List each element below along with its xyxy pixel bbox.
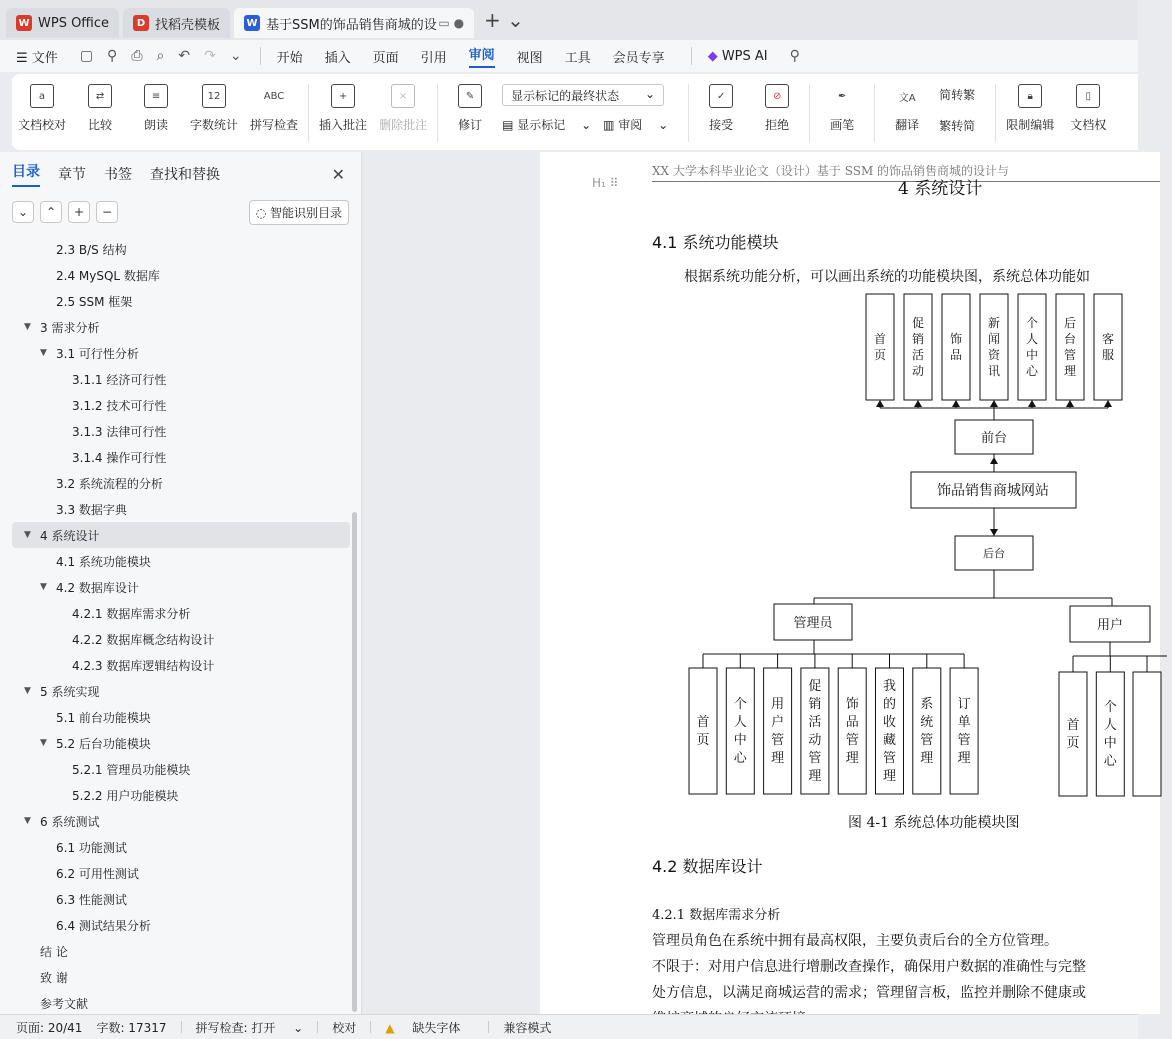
front-module-box (866, 294, 894, 400)
front-module-label: 个人中心 (1025, 316, 1039, 378)
read-aloud-button[interactable] (134, 84, 178, 133)
toc-item[interactable] (0, 860, 350, 886)
user-box-label: 用户 (1096, 618, 1124, 633)
revise-label: 修订 (458, 118, 483, 132)
toc-item[interactable] (0, 886, 350, 912)
collapse-up-button[interactable]: ⌃ (40, 201, 62, 223)
wps-logo-icon: W (16, 15, 32, 31)
compare-icon: ⇄ (88, 84, 112, 108)
front-module-label: 饰品 (949, 332, 963, 362)
redo-icon[interactable]: ↷ (204, 48, 216, 64)
arrow-head (952, 400, 960, 407)
figure-caption: 图 4-1 系统总体功能模块图 (848, 815, 1020, 831)
revise-button[interactable] (448, 84, 492, 133)
print-icon[interactable]: ⎙ (131, 48, 143, 64)
toc-item[interactable] (0, 938, 350, 964)
add-level-button[interactable]: + (68, 201, 90, 223)
toc-item-label: 5.2.1 管理员功能模块 (72, 762, 191, 777)
collapse-arrow-icon[interactable]: ▼ (40, 582, 47, 592)
collapse-arrow-icon[interactable]: ▼ (24, 322, 31, 332)
toc-item-label: 4 系统设计 (40, 528, 100, 543)
arrow-head (990, 400, 998, 407)
admin-module-label: 我的收藏管理 (882, 679, 897, 784)
toc-item-label: 3.1.2 技术可行性 (72, 398, 167, 413)
ribbon-separator (874, 84, 875, 142)
status-separator (181, 1021, 182, 1033)
markup-state-value: 显示标记的最终状态 (511, 89, 620, 103)
front-module-box (980, 294, 1008, 400)
toc-item[interactable] (0, 366, 350, 392)
menu-home[interactable]: 开始 (276, 50, 303, 66)
admin-module-box (689, 668, 717, 794)
heading-handle-icon[interactable]: H₁ ⠿ (592, 176, 619, 190)
toc-item[interactable] (0, 288, 350, 314)
proofread-icon: a (30, 84, 54, 108)
tab-label: 找稻壳模板 (155, 17, 221, 33)
toc-item-label: 6.3 性能测试 (56, 892, 127, 907)
status-bar (0, 1014, 1138, 1039)
heading-1: 4 系统设计 (898, 179, 983, 199)
toc-item-label: 5.2.2 用户功能模块 (72, 788, 179, 803)
ribbon-separator (688, 84, 689, 142)
ribbon-separator (308, 84, 309, 142)
menu-page[interactable]: 页面 (372, 50, 399, 66)
toc-item[interactable] (0, 444, 350, 470)
save-icon[interactable]: ▢ (79, 48, 94, 64)
tab-bookmarks[interactable]: 书签 (104, 167, 132, 183)
compare-button[interactable] (78, 84, 122, 133)
toc-controls (0, 196, 361, 228)
word-count-label: 字数统计 (190, 118, 239, 132)
toc-item-label: 2.5 SSM 框架 (56, 294, 133, 309)
admin-module-box (726, 668, 754, 794)
tab-wps-office[interactable] (6, 8, 119, 38)
pen-label: 画笔 (830, 118, 855, 132)
module-diagram (652, 282, 1172, 832)
toc-item-label: 3.1.3 法律可行性 (72, 424, 167, 439)
toc-item[interactable] (12, 522, 350, 548)
read-aloud-icon: ≡ (144, 84, 168, 108)
chevron-down-icon: ⌄ (645, 87, 656, 101)
more-icon[interactable]: ⌄ (229, 48, 242, 64)
missing-font-label: 缺失字体 (412, 1020, 461, 1035)
menu-insert[interactable]: 插入 (324, 50, 351, 66)
pen-icon: ✒ (837, 90, 847, 102)
heading-2-modules: 4.1 系统功能模块 (652, 233, 779, 252)
ribbon-separator (995, 84, 996, 142)
collapse-arrow-icon[interactable]: ▼ (24, 686, 31, 696)
toc-item-label: 5.2 后台功能模块 (56, 736, 151, 751)
to-simplified-label: 繁转简 (939, 119, 976, 133)
toc-item-label: 4.2.2 数据库概念结构设计 (72, 632, 215, 647)
translate-label: 翻译 (895, 118, 920, 132)
menu-view[interactable]: 视图 (516, 50, 543, 66)
word-logo-icon: W (244, 15, 260, 31)
show-markup-label: 显示标记 (517, 118, 566, 132)
toc-item[interactable] (0, 392, 350, 418)
status-separator (317, 1021, 318, 1033)
user-module-label: 个人中心 (1103, 700, 1117, 769)
convert-group (939, 86, 987, 134)
read-aloud-label: 朗读 (144, 118, 169, 132)
toc-item-label: 3.2 系统流程的分析 (56, 476, 163, 491)
preview-icon[interactable]: ⌕ (156, 48, 165, 64)
proofread-button[interactable] (18, 84, 66, 133)
toc-item-label: 5.1 前台功能模块 (56, 710, 151, 725)
front-module-box (904, 294, 932, 400)
menu-member[interactable]: 会员专享 (612, 50, 665, 66)
file-menu-label: 文件 (31, 50, 58, 66)
tab-chapters[interactable]: 章节 (58, 167, 86, 183)
markup-state-select[interactable] (502, 84, 664, 106)
page-indicator[interactable]: 页面: 20/41 (16, 1020, 83, 1035)
smart-toc-label: 智能识别目录 (269, 205, 342, 220)
toc-list (0, 236, 350, 1014)
navigation-panel (0, 152, 362, 1014)
to-traditional-button[interactable] (939, 86, 987, 103)
tab-find-replace[interactable]: 查找和替换 (150, 167, 220, 183)
tab-bar (0, 0, 1138, 40)
admin-module-label: 饰品管理 (845, 697, 859, 766)
warning-icon: ▲ (385, 1020, 395, 1035)
toc-item-label: 致 谢 (40, 970, 68, 985)
wps-ai-button[interactable] (708, 49, 768, 64)
toc-item-label: 4.2.1 数据库需求分析 (72, 606, 191, 621)
toc-item[interactable] (0, 548, 350, 574)
spell-check-label: 拼写检查 (250, 118, 299, 132)
to-traditional-label: 简转繁 (939, 88, 976, 102)
to-simplified-button[interactable] (939, 117, 987, 134)
delete-comment-icon: × (391, 84, 415, 108)
toc-item[interactable] (0, 678, 350, 704)
file-menu[interactable]: ☰ 文件 (16, 50, 58, 66)
toc-item-label: 6 系统测试 (40, 814, 100, 829)
reject-button[interactable] (755, 84, 799, 133)
toc-item-label: 2.3 B/S 结构 (56, 242, 127, 257)
close-icon[interactable]: ✕ (331, 164, 345, 184)
arrow-head (914, 400, 922, 407)
menu-separator (260, 47, 261, 65)
status-separator (488, 1021, 489, 1033)
ribbon-separator (809, 84, 810, 142)
toc-item-label: 3 需求分析 (40, 320, 100, 335)
collapse-arrow-icon[interactable]: ▼ (24, 530, 31, 540)
user-module-label: 首页 (1066, 718, 1080, 751)
toc-item-label: 结 论 (40, 944, 68, 959)
pen-button[interactable] (820, 84, 864, 133)
toc-item[interactable] (0, 730, 350, 756)
template-logo-icon: D (133, 15, 149, 31)
admin-module-box (764, 668, 792, 794)
toc-item[interactable] (0, 262, 350, 288)
admin-module-label: 个人中心 (733, 697, 747, 766)
front-box-label: 前台 (980, 431, 1008, 446)
restrict-editing-label: 限制编辑 (1006, 118, 1055, 132)
toc-item[interactable] (0, 496, 350, 522)
toc-item-label: 4.2 数据库设计 (56, 580, 139, 595)
wps-ai-label: WPS AI (721, 48, 768, 64)
toc-item[interactable] (0, 756, 350, 782)
spell-check-status-label: 拼写检查: 打开 (195, 1020, 276, 1035)
admin-module-box (913, 668, 941, 794)
document-page[interactable] (540, 152, 1160, 1014)
smart-toc-button[interactable]: ◌ 智能识别目录 (249, 200, 349, 225)
wps-ai-icon: ◆ (707, 48, 718, 64)
admin-module-label: 首页 (696, 715, 710, 748)
toc-item-label: 4.2.3 数据库逻辑结构设计 (72, 658, 215, 673)
admin-module-box (950, 668, 978, 794)
heading-2-database: 4.2 数据库设计 (652, 857, 763, 876)
user-module-box-partial (1133, 672, 1161, 796)
collapse-arrow-icon[interactable]: ▼ (40, 348, 47, 358)
body-line: 处方信息，以满足商城运营的需求；管理留言板，监控并删除不健康或 (652, 985, 1086, 1001)
toc-item[interactable] (0, 236, 350, 262)
front-module-label: 客服 (1101, 332, 1115, 362)
translate-icon: 文A (898, 92, 916, 104)
toc-item-label: 3.3 数据字典 (56, 502, 127, 517)
toc-item-label: 2.4 MySQL 数据库 (56, 268, 160, 283)
spell-check-status[interactable]: 拼写检查: 打开 ⌄ (195, 1020, 304, 1035)
toc-item[interactable] (0, 574, 350, 600)
link-icon[interactable]: ⚲ (107, 48, 118, 64)
lock-icon: 🔒︎ (1018, 84, 1042, 108)
revise-icon: ✎ (458, 84, 482, 108)
word-count-icon: 12 (202, 84, 226, 108)
site-box-label: 饰品销售商城网站 (937, 483, 1049, 499)
delete-comment-label: 删除批注 (379, 118, 428, 132)
front-module-label: 新闻资讯 (987, 316, 1001, 378)
compare-label: 比较 (88, 118, 113, 132)
accept-button[interactable] (699, 84, 743, 133)
collapse-arrow-icon[interactable]: ▼ (24, 816, 31, 826)
translate-button[interactable] (885, 84, 929, 133)
spell-check-button[interactable] (250, 84, 298, 133)
insert-comment-icon: + (331, 84, 355, 108)
search-icon[interactable]: ⚲ (789, 48, 800, 64)
proofread-label: 文档校对 (18, 118, 67, 132)
back-box-label: 后台 (983, 547, 1005, 560)
toc-item-label: 3.1.4 操作可行性 (72, 450, 167, 465)
delete-comment-button[interactable] (379, 84, 427, 133)
toc-item-label: 6.1 功能测试 (56, 840, 127, 855)
new-tab-icon[interactable]: + ⌄ (484, 8, 524, 32)
reject-label: 拒绝 (765, 118, 790, 132)
page-header: XX 大学本科毕业论文（设计）基于 SSM 的饰品销售商城的设计与 (652, 162, 1160, 182)
toc-item[interactable] (0, 990, 350, 1016)
arrow-head (990, 529, 998, 536)
toc-item[interactable] (0, 652, 350, 678)
arrow-head (1066, 400, 1074, 407)
admin-module-label: 用户管理 (771, 697, 785, 766)
document-area (363, 152, 1138, 1014)
front-module-box (1094, 294, 1122, 400)
menu-review[interactable]: 审阅 (469, 44, 495, 68)
tab-templates[interactable] (123, 8, 230, 38)
word-count[interactable]: 字数: 17317 (96, 1020, 167, 1035)
word-count-button[interactable] (190, 84, 238, 133)
toc-item[interactable] (0, 470, 350, 496)
menu-references[interactable]: 引用 (420, 50, 447, 66)
toc-item[interactable] (0, 626, 350, 652)
toc-item[interactable] (0, 314, 350, 340)
collapse-arrow-icon[interactable]: ▼ (40, 738, 47, 748)
ribbon-toolbar (12, 74, 1138, 150)
remove-level-button[interactable]: − (96, 201, 118, 223)
ribbon-separator (437, 84, 438, 142)
toc-item-label: 3.1 可行性分析 (56, 346, 139, 361)
body-line: 管理员角色在系统中拥有最高权限，主要负责后台的全方位管理。 (652, 933, 1058, 949)
accept-icon: ✓ (709, 84, 733, 108)
toc-item[interactable] (0, 808, 350, 834)
menu-tools[interactable]: 工具 (564, 50, 591, 66)
toc-item[interactable] (0, 340, 350, 366)
arrow-head (1104, 400, 1112, 407)
missing-font-status[interactable] (385, 1019, 474, 1036)
tab-document[interactable] (234, 8, 474, 38)
panel-tabs (0, 152, 361, 196)
admin-module-label: 促销活动管理 (808, 679, 822, 784)
front-module-label: 首页 (873, 332, 887, 362)
front-module-box (1056, 294, 1084, 400)
restrict-editing-button[interactable] (1006, 84, 1054, 133)
tab-close-icon[interactable]: ▭ ● (438, 16, 465, 30)
proof-status[interactable]: 校对 (332, 1020, 357, 1035)
admin-module-box (838, 668, 866, 794)
toc-item[interactable] (0, 418, 350, 444)
compat-mode-status: 兼容模式 (503, 1020, 552, 1035)
admin-module-label: 系统管理 (920, 697, 934, 766)
spell-check-icon: ABC (263, 90, 285, 102)
show-markup-button[interactable]: ▤ 显示标记 ⌄ (502, 118, 592, 132)
paragraph-intro: 根据系统功能分析，可以画出系统的功能模块图，系统总体功能如 (684, 269, 1090, 285)
arrow-head (876, 400, 884, 407)
review-pane-label: 审阅 (618, 118, 643, 132)
insert-comment-label: 插入批注 (319, 118, 368, 132)
toc-scrollbar[interactable] (352, 512, 357, 1012)
toc-item-label: 6.4 测试结果分析 (56, 918, 151, 933)
menu-separator (691, 47, 692, 65)
toc-item[interactable] (0, 704, 350, 730)
permission-icon: ▯ (1076, 84, 1100, 108)
toc-item-label: 参考文献 (40, 996, 89, 1011)
insert-comment-button[interactable] (319, 84, 367, 133)
front-module-label: 促销活动 (911, 316, 925, 378)
expand-down-button[interactable]: ⌄ (12, 201, 34, 223)
front-module-box (942, 294, 970, 400)
toc-item[interactable] (0, 834, 350, 860)
toc-item[interactable] (0, 782, 350, 808)
doc-permission-label: 文档权 (1070, 118, 1107, 132)
user-module-box (1096, 672, 1124, 796)
tab-label: 基于SSM的饰品销售商城的设 (266, 17, 437, 33)
toc-item-label: 4.1 系统功能模块 (56, 554, 151, 569)
arrow-head (990, 457, 998, 464)
tab-label: WPS Office (38, 15, 110, 31)
markup-group (502, 84, 680, 133)
toc-item[interactable] (0, 600, 350, 626)
menu-bar (0, 40, 1138, 72)
markup-row (502, 116, 680, 133)
body-line: 不限于：对用户信息进行增删改查操作，确保用户数据的准确性与完整 (652, 959, 1086, 975)
front-module-label: 后台管理 (1063, 316, 1077, 378)
review-pane-button[interactable]: ▥ 审阅 ⌄ (603, 118, 669, 132)
user-module-box (1059, 672, 1087, 796)
admin-box-label: 管理员 (793, 616, 833, 631)
toc-item-label: 3.1.1 经济可行性 (72, 372, 167, 387)
reject-icon: ⊘ (765, 84, 789, 108)
toc-item-label: 5 系统实现 (40, 684, 100, 699)
heading-3-requirements: 4.2.1 数据库需求分析 (652, 908, 781, 923)
toc-item[interactable] (0, 964, 350, 990)
arrow-head (1028, 400, 1036, 407)
doc-permission-button[interactable] (1066, 84, 1110, 133)
front-module-box (1018, 294, 1046, 400)
accept-label: 接受 (709, 118, 734, 132)
status-separator (370, 1021, 371, 1033)
toc-item-label: 6.2 可用性测试 (56, 866, 139, 881)
toc-item[interactable] (0, 912, 350, 938)
undo-icon[interactable]: ↶ (178, 48, 191, 64)
admin-module-label: 订单管理 (957, 697, 971, 766)
tab-toc[interactable]: 目录 (12, 161, 40, 187)
